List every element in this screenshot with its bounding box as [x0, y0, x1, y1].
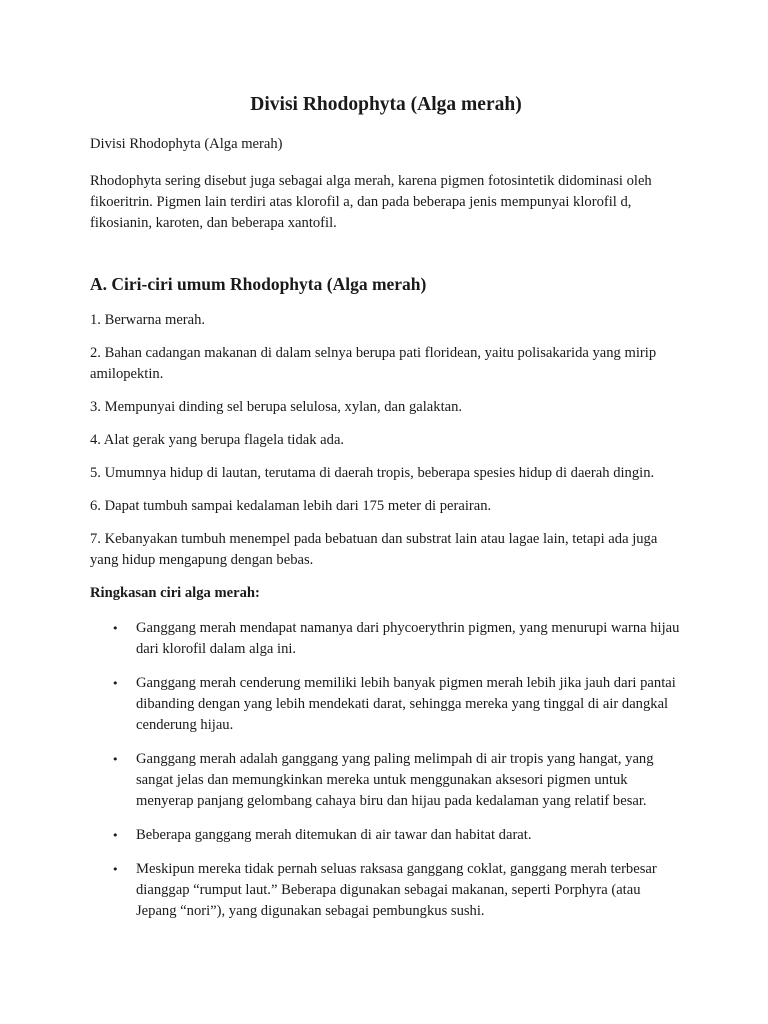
document-subtitle: Divisi Rhodophyta (Alga merah): [90, 136, 283, 152]
summary-bullet-list: [90, 618, 682, 922]
list-item: 5. Umumnya hidup di lautan, terutama di daerah tropis, beberapa spesies hidup di daerah dingin.: [90, 465, 655, 481]
list-item: 6. Dapat tumbuh sampai kedalaman lebih dari 175 meter di perairan.: [90, 498, 492, 514]
bullet-text: Beberapa ganggang merah ditemukan di air tawar dan habitat darat.: [136, 827, 532, 843]
bullet-text: Ganggang merah adalah ganggang yang paling melimpah di air tropis yang hangat, yang sangat jelas dan memungkinkan mereka untuk menggunakan aksesori pigmen untuk menyerap panjang gelombang cahaya biru dan hijau pada kedalaman yang relatif besar.: [136, 751, 654, 809]
bullet-text: Ganggang merah cenderung memiliki lebih banyak pigmen merah lebih jika jauh dari pantai dibanding dengan yang lebih mendekati darat, sehingga mereka yang tinggal di air dangkal cenderung hijau.: [136, 675, 676, 733]
bullet-icon: •: [112, 677, 119, 690]
bullet-item: [90, 618, 682, 660]
bullet-text: Meskipun mereka tidak pernah seluas raksasa ganggang coklat, ganggang merah terbesar dianggap “rumput laut.” Beberapa digunakan sebagai makanan, seperti Porphyra (atau Jepang “nori”), yang digunakan sebagai pembungkus sushi.: [136, 861, 657, 919]
bullet-icon: •: [112, 753, 119, 766]
bullet-icon: •: [112, 863, 119, 876]
document-title: Divisi Rhodophyta (Alga merah): [250, 94, 522, 115]
list-item: 1. Berwarna merah.: [90, 312, 206, 328]
list-item: 2. Bahan cadangan makanan di dalam selnya berupa pati floridean, yaitu polisakarida yang mirip amilopektin.: [90, 345, 657, 382]
section-a-heading: A. Ciri-ciri umum Rhodophyta (Alga merah): [90, 274, 427, 294]
characteristics-list: [90, 310, 682, 571]
list-item: 3. Mempunyai dinding sel berupa selulosa, xylan, dan galaktan.: [90, 399, 463, 415]
summary-heading: Ringkasan ciri alga merah:: [90, 585, 260, 601]
bullet-item: [90, 859, 682, 922]
bullet-icon: •: [112, 829, 119, 842]
list-item: 4. Alat gerak yang berupa flagela tidak ada.: [90, 432, 345, 448]
bullet-item: [90, 825, 682, 846]
intro-paragraph: Rhodophyta sering disebut juga sebagai alga merah, karena pigmen fotosintetik didominasi oleh fikoeritrin. Pigmen lain terdiri atas klorofil a, dan pada beberapa jenis mempunyai klorofil d, fikosianin, karoten, dan beberapa xantofil.: [90, 173, 652, 231]
bullet-icon: •: [112, 622, 119, 635]
bullet-item: [90, 749, 682, 812]
bullet-item: [90, 673, 682, 736]
list-item: 7. Kebanyakan tumbuh menempel pada bebatuan dan substrat lain atau lagae lain, tetapi ada juga yang hidup mengapung dengan bebas.: [90, 531, 658, 568]
bullet-text: Ganggang merah mendapat namanya dari phycoerythrin pigmen, yang menurupi warna hijau dari klorofil dalam alga ini.: [136, 620, 680, 657]
